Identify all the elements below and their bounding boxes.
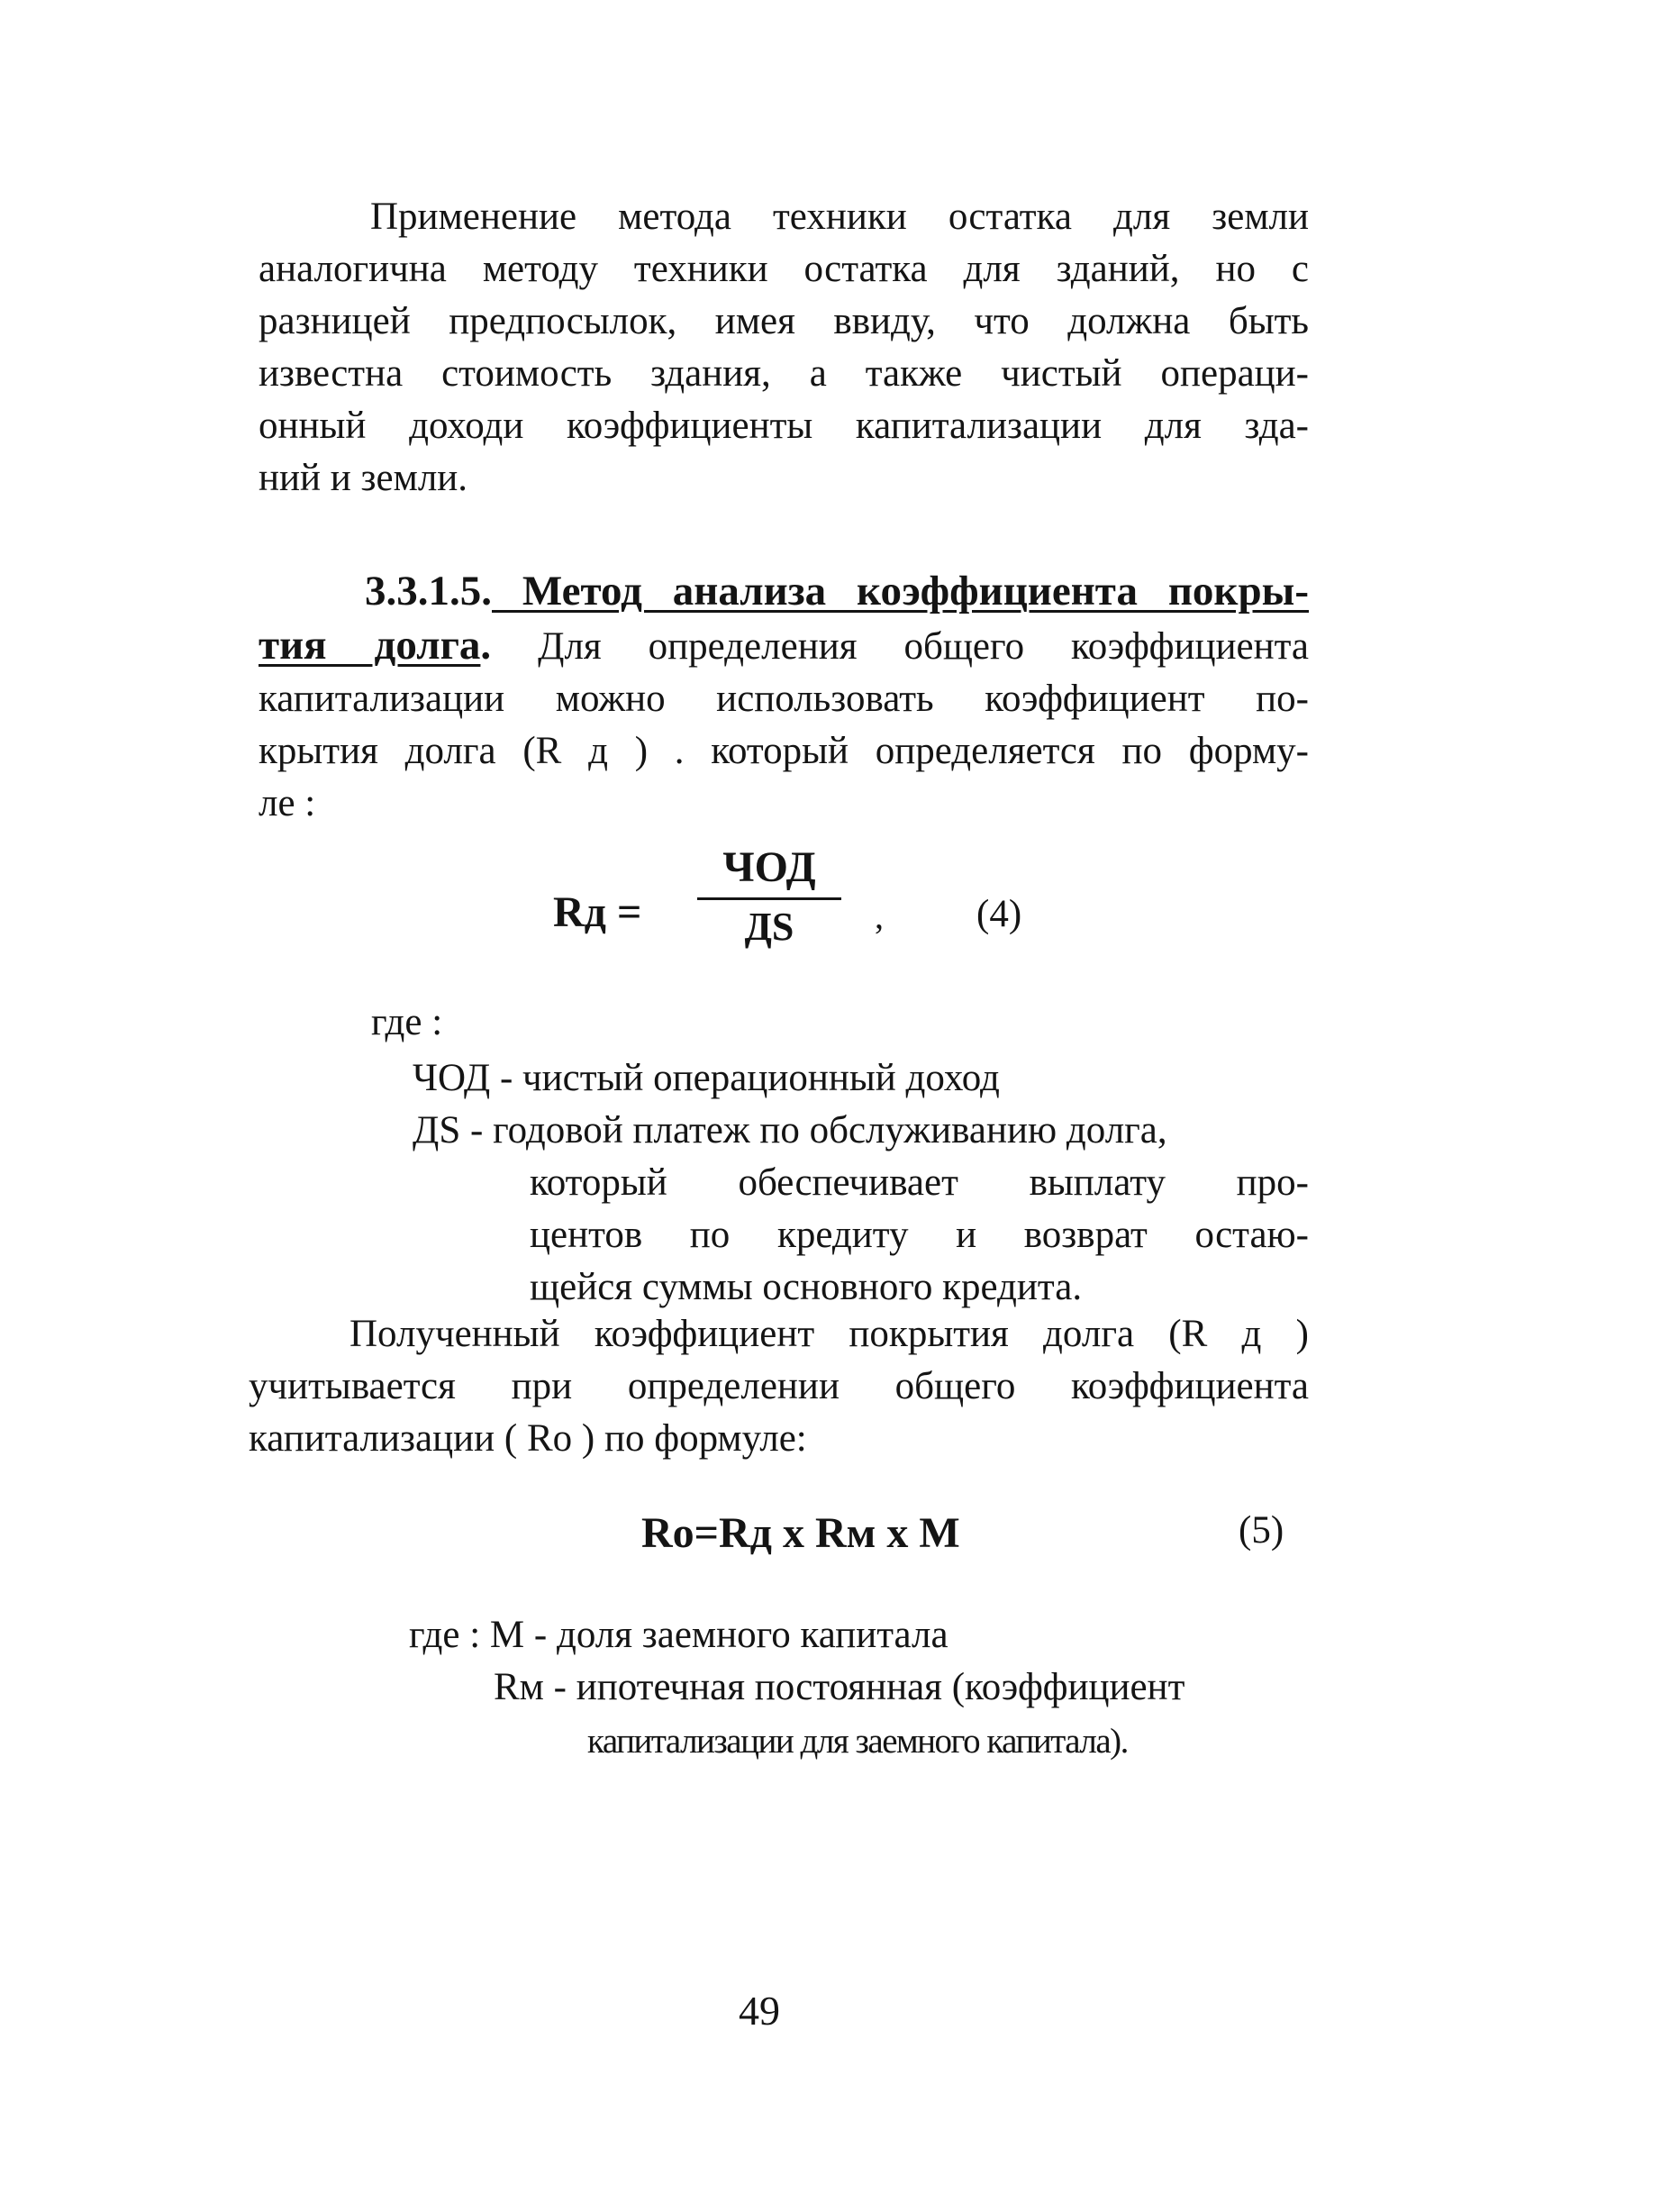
formula-4-label: (4) xyxy=(976,893,1022,935)
text-line: аналогична методу техники остатка для зданий, но с xyxy=(259,248,1309,290)
definition-nod: ЧОД - чистый операционный доход xyxy=(413,1057,1000,1099)
text-line: ле : xyxy=(259,782,316,824)
text-line: Полученный коэффициент покрытия долга (R д ) xyxy=(349,1313,1309,1355)
formula-4-separator: , xyxy=(875,896,884,936)
section-title: Метод анализа коэффициента покры- xyxy=(492,568,1309,614)
formula-5-label: (5) xyxy=(1239,1509,1284,1552)
text-line: известна стоимость здания, а также чистый операци- xyxy=(259,352,1309,395)
text-line: разницей предпосылок, имея ввиду, что должна быть xyxy=(259,300,1309,342)
formula-4-numerator: ЧОД xyxy=(697,842,841,900)
text-line: учитывается при определении общего коэффициента xyxy=(249,1365,1309,1407)
formula-4-denominator: ДS xyxy=(744,905,794,949)
section-title-end: . xyxy=(480,622,492,669)
text-line: щейся суммы основного кредита. xyxy=(530,1266,1083,1308)
definition-ds: ДS - годовой платеж по обслуживанию долга, xyxy=(413,1109,1167,1152)
text-line: крытия долга (R д ) . который определяется по форму- xyxy=(259,730,1309,772)
paragraph-overall-rate xyxy=(249,1308,1309,1465)
text-line: Применение метода техники остатка для земли xyxy=(370,196,1309,238)
text-line: капитализации можно использовать коэффициент по- xyxy=(259,678,1309,720)
where-label-2: где : М - доля заемного капитала xyxy=(409,1614,948,1656)
formula-4-fraction xyxy=(697,842,841,950)
section-title-cont: тия долга xyxy=(259,622,481,669)
paragraph-land-residual xyxy=(259,191,1309,505)
section-debt-coverage xyxy=(259,565,1309,830)
definition-ds-continuation xyxy=(530,1157,1309,1314)
section-heading-line xyxy=(259,565,1309,619)
section-body-start: Для определения общего коэффициента xyxy=(491,625,1309,668)
definition-rm: Rм - ипотечная постоянная (коэффициент xyxy=(494,1666,1185,1708)
text-line: капитализации ( Ro ) по формуле: xyxy=(249,1417,807,1460)
text-line: который обеспечивает выплату про- xyxy=(530,1161,1309,1204)
formula-4-lhs: Rд = xyxy=(553,888,642,936)
text-line: центов по кредиту и возврат остаю- xyxy=(530,1214,1309,1256)
text-line: ний и земли. xyxy=(259,457,468,499)
page-number: 49 xyxy=(739,1988,780,2034)
section-number: 3.3.1.5. xyxy=(365,568,492,614)
where-label: где : xyxy=(371,1001,443,1043)
text-line: онный доходи коэффициенты капитализации для зда- xyxy=(259,405,1309,447)
formula-5: Ro=Rд x Rм x M xyxy=(641,1509,960,1557)
formula-4 xyxy=(553,842,1094,969)
definition-rm-continuation: капитализации для заемного капитала). xyxy=(587,1722,1128,1761)
text-line xyxy=(259,619,1309,673)
